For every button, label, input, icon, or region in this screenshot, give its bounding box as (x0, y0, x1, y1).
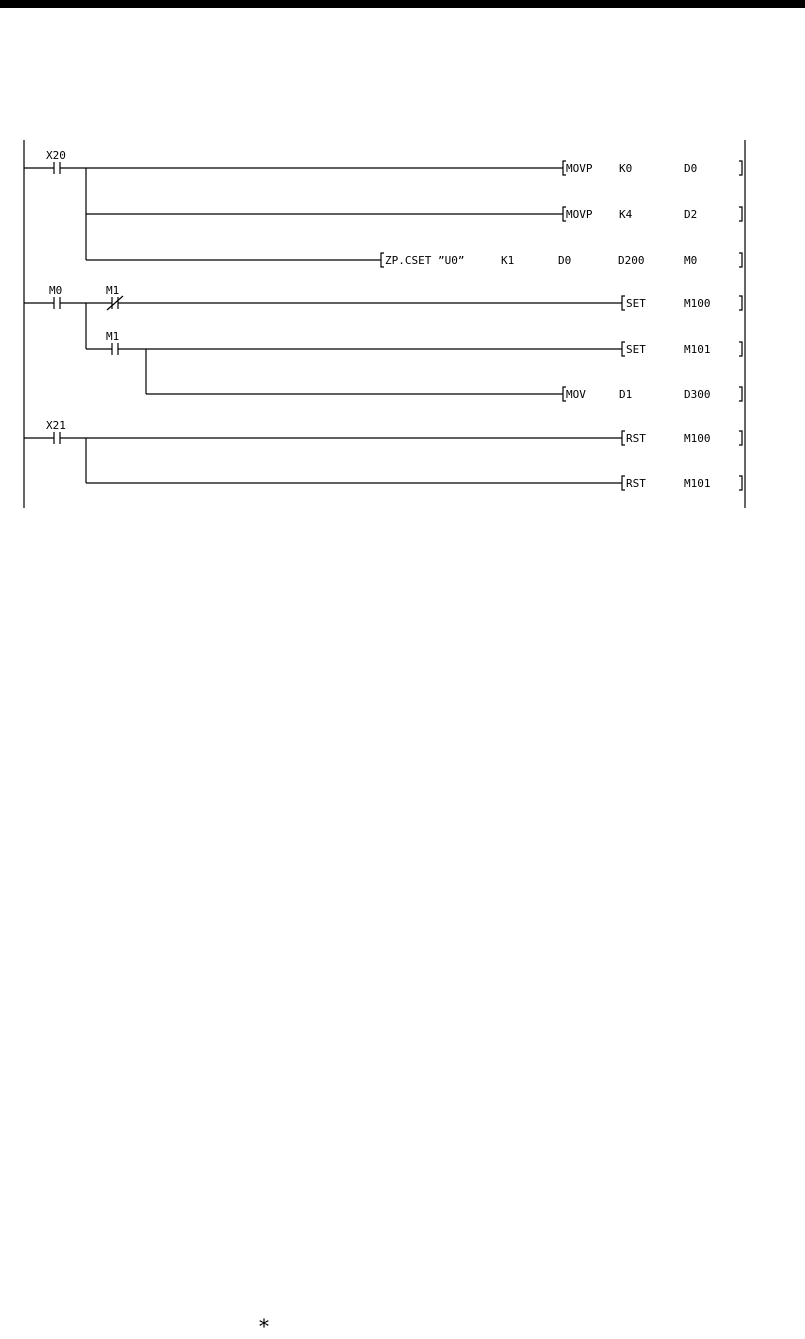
instruction-arg: D0 (684, 162, 698, 175)
instruction-rst-m100 (620, 431, 742, 445)
instruction-op: RST (626, 477, 646, 490)
instruction-mov-d1-d300 (561, 387, 742, 401)
instruction-op: MOV (566, 388, 586, 401)
contact-label: M1 (106, 284, 120, 297)
instruction-movp-k4-d2 (561, 207, 742, 221)
contact-label: M0 (49, 284, 63, 297)
instruction-arg: M100 (684, 432, 711, 445)
instruction-set-m100 (620, 296, 742, 310)
instruction-rst-m101 (620, 476, 742, 490)
instruction-arg: D0 (558, 254, 572, 267)
instruction-zp-cset (379, 253, 742, 267)
instruction-op: MOVP (566, 162, 593, 175)
contact-x21 (46, 419, 66, 444)
instruction-arg: K0 (619, 162, 633, 175)
contact-m0 (49, 284, 62, 309)
asterisk-mark: * (259, 1314, 269, 1338)
contact-m1-nc (106, 284, 123, 310)
instruction-arg: K1 (501, 254, 515, 267)
instruction-op: ZP.CSET (385, 254, 432, 267)
instruction-arg: ”U0” (438, 254, 465, 267)
instruction-arg: M100 (684, 297, 711, 310)
instruction-movp-k0-d0 (561, 161, 742, 175)
instruction-arg: K4 (619, 208, 633, 221)
instruction-arg: D300 (684, 388, 711, 401)
instruction-arg: M101 (684, 343, 711, 356)
ladder-diagram (0, 0, 805, 520)
contact-m1-no (106, 330, 119, 355)
instruction-set-m101 (620, 342, 742, 356)
instruction-op: MOVP (566, 208, 593, 221)
instruction-arg: M101 (684, 477, 711, 490)
contact-label: X21 (46, 419, 66, 432)
instruction-arg: D2 (684, 208, 698, 221)
instruction-op: RST (626, 432, 646, 445)
contact-x20 (46, 149, 66, 174)
instruction-arg: D1 (619, 388, 633, 401)
instruction-op: SET (626, 297, 646, 310)
instruction-arg: M0 (684, 254, 698, 267)
instruction-op: SET (626, 343, 646, 356)
instruction-arg: D200 (618, 254, 645, 267)
contact-label: M1 (106, 330, 120, 343)
contact-label: X20 (46, 149, 66, 162)
